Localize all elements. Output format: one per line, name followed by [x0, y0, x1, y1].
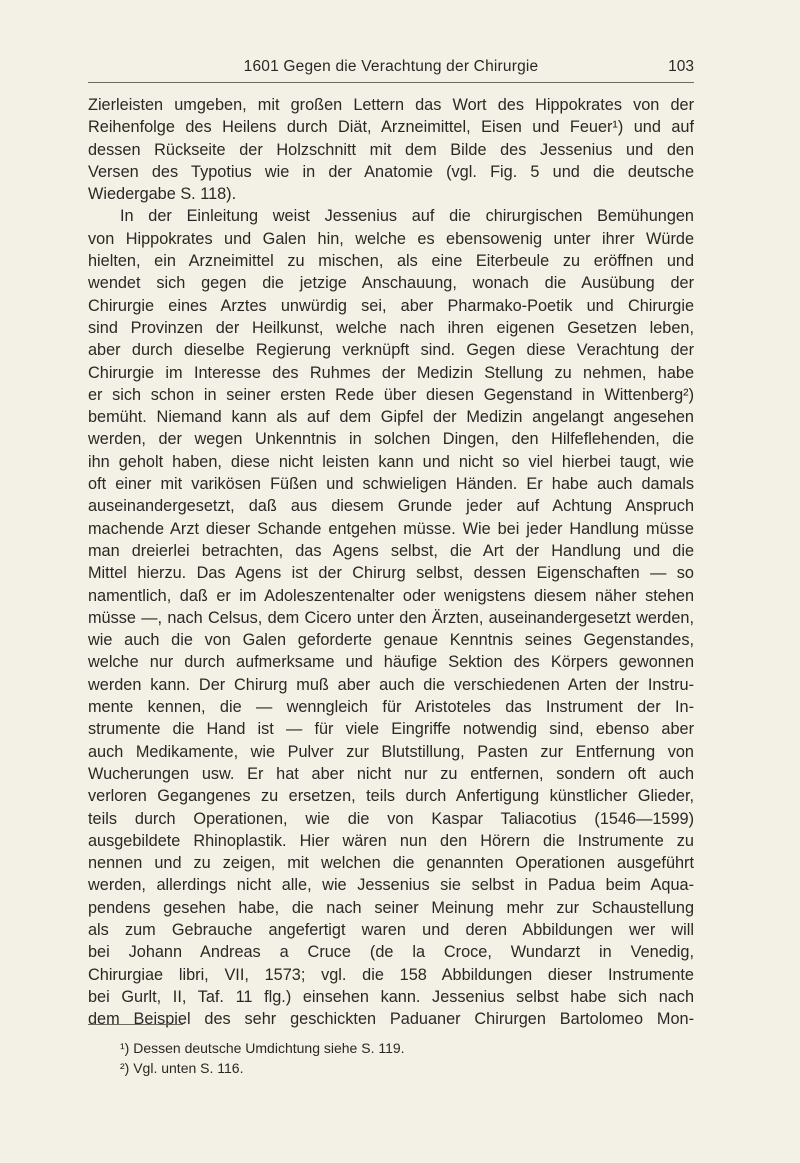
footnote-2: ²) Vgl. unten S. 116. — [120, 1060, 244, 1076]
paragraph-2 — [88, 205, 694, 1030]
text-line: pendens gesehen habe, die nach seiner Meinung mehr zur Schaustellung — [88, 898, 694, 917]
text-line: In der Einleitung weist Jessenius auf die chirurgischen Bemühungen — [120, 207, 694, 226]
text-line: teils durch Operationen, wie die von Kaspar Taliacotius (1546—1599) — [88, 809, 694, 828]
text-line: auseinandergesetzt, daß aus diesem Grunde jeder auf Achtung Anspruch — [88, 497, 694, 516]
paragraph-1 — [88, 94, 694, 205]
text-line: er sich schon in seiner ersten Rede über diesen Gegenstand in Wittenberg²) — [88, 385, 694, 404]
footnote-rule — [88, 1024, 183, 1025]
text-line: Chirurgie eines Arztes unwürdig sei, aber Pharmako-Poetik und Chirurgie — [88, 296, 694, 315]
running-header — [88, 58, 694, 80]
text-line: als zum Gebrauche angefertigt waren und deren Abbildungen wer will — [88, 920, 694, 939]
text-line: müsse —, nach Celsus, dem Cicero unter den Ärzten, auseinandergesetzt werden, — [88, 608, 694, 627]
text-line: ihn geholt haben, diese nicht leisten kann und nicht so viel hierbei taugt, wie — [88, 452, 694, 471]
text-line: oft einer mit varikösen Füßen und schwieligen Händen. Er habe auch damals — [88, 475, 694, 494]
page-number: 103 — [668, 58, 694, 75]
text-line: Versen des Typotius wie in der Anatomie (vgl. Fig. 5 und die deutsche — [88, 162, 694, 181]
text-line: Mittel hierzu. Das Agens ist der Chirurg selbst, dessen Eigenschaften — so — [88, 564, 694, 583]
text-line: nennen und zu zeigen, mit welchen die genannten Operationen ausgeführt — [88, 854, 694, 873]
text-line: bei Johann Andreas a Cruce (de la Croce, Wundarzt in Venedig, — [88, 943, 694, 962]
text-line: auch Medikamente, wie Pulver zur Blutstillung, Pasten zur Entfernung von — [88, 742, 694, 761]
text-line: man dreierlei betrachten, das Agens selbst, die Art der Handlung und die — [88, 541, 694, 560]
text-line: sind Provinzen der Heilkunst, welche nach ihren eigenen Gesetzen leben, — [88, 318, 694, 337]
text-line: aber durch dieselbe Regierung verknüpft sind. Gegen diese Verachtung der — [88, 341, 694, 360]
text-line: Chirurgie im Interesse des Ruhmes der Medizin Stellung zu nehmen, habe — [88, 363, 694, 382]
footnotes — [120, 1038, 694, 1078]
text-line: hielten, ein Arzneimittel zu mischen, als eine Eiterbeule zu eröffnen und — [88, 252, 694, 271]
text-line: welche nur durch aufmerksame und häufige Sektion des Körpers gewonnen — [88, 653, 694, 672]
text-line: Wucherungen usw. Er hat aber nicht nur zu entfernen, sondern oft auch — [88, 764, 694, 783]
footnote-1: ¹) Dessen deutsche Umdichtung siehe S. 119. — [120, 1040, 405, 1056]
text-line: strumente die Hand ist — für viele Eingriffe notwendig sind, ebenso aber — [88, 720, 694, 739]
text-line: von Hippokrates und Galen hin, welche es ebensowenig unter ihrer Würde — [88, 229, 694, 248]
text-line: wie auch die von Galen geforderte genaue Kenntnis seines Gegenstandes, — [88, 631, 694, 650]
text-line: werden, der wegen Unkenntnis in solchen Dingen, den Hilfeflehenden, die — [88, 430, 694, 449]
text-line: dessen Rückseite der Holzschnitt mit dem Bilde des Jessenius und den — [88, 140, 694, 159]
text-line: werden kann. Der Chirurg muß aber auch die verschiedenen Arten der Instru- — [88, 675, 694, 694]
text-line: Zierleisten umgeben, mit großen Lettern das Wort des Hippokrates von der — [88, 96, 694, 114]
text-line: werden, allerdings nicht alle, wie Jessenius sie selbst in Padua beim Aqua- — [88, 876, 694, 895]
text-line: namentlich, daß er im Adoleszentenalter oder wenigstens diesem näher stehen — [88, 586, 694, 605]
text-line: mente kennen, die — wenngleich für Aristoteles das Instrument der In- — [88, 698, 694, 717]
text-line: Reihenfolge des Heilens durch Diät, Arzneimittel, Eisen und Feuer¹) und auf — [88, 118, 694, 137]
running-header-title: 1601 Gegen die Verachtung der Chirurgie — [243, 58, 539, 75]
text-line: bemüht. Niemand kann als auf dem Gipfel der Medizin angelangt angesehen — [88, 408, 694, 427]
text-line: dem Beispiel des sehr geschickten Paduaner Chirurgen Bartolomeo Mon- — [88, 1010, 694, 1029]
text-line: ausgebildete Rhinoplastik. Hier wären nun den Hörern die Instrumente zu — [88, 831, 694, 850]
text-line: Wiedergabe S. 118). — [88, 185, 237, 204]
text-line: Chirurgiae libri, VII, 1573; vgl. die 158 Abbildungen dieser Instrumente — [88, 965, 694, 984]
body-text — [88, 94, 694, 1030]
text-line: bei Gurlt, II, Taf. 11 flg.) einsehen kann. Jessenius selbst habe sich nach — [88, 987, 694, 1006]
text-line: machende Arzt dieser Schande entgehen müsse. Wie bei jeder Handlung müsse — [88, 519, 694, 538]
text-line: verloren Gegangenes zu ersetzen, teils durch Anfertigung künstlicher Glieder, — [88, 787, 694, 806]
text-line: wendet sich gegen die jetzige Anschauung, wonach die Ausübung der — [88, 274, 694, 293]
header-rule — [88, 82, 694, 83]
